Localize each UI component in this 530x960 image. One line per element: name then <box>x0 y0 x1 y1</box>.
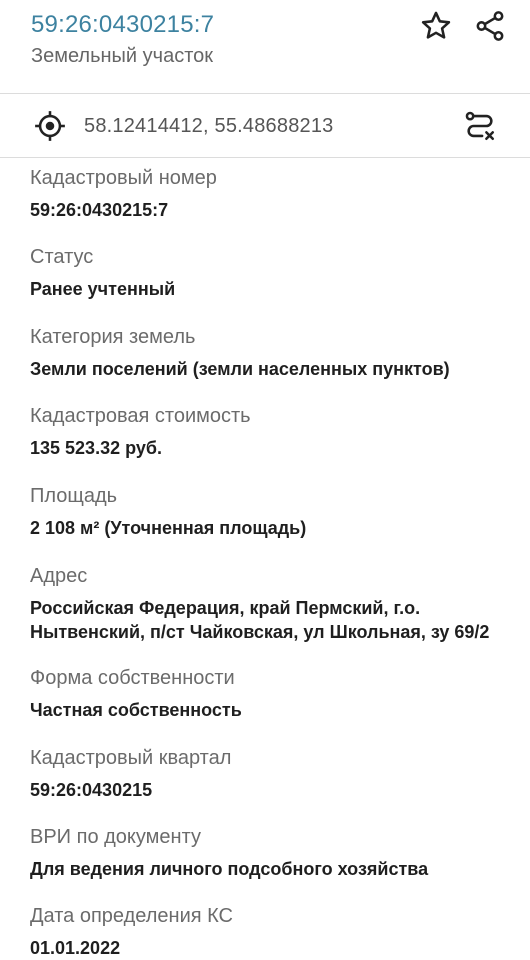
field-address <box>30 563 510 644</box>
field-label: Дата определения КС <box>30 905 233 927</box>
field-permitted-use <box>30 824 510 881</box>
field-value: 135 523.32 руб. <box>30 438 162 458</box>
field-value: 2 108 м² (Уточненная площадь) <box>30 518 307 538</box>
field-value: 01.01.2022 <box>30 938 121 958</box>
coordinates-row <box>0 94 530 157</box>
field-land-category <box>30 324 510 381</box>
field-cadastral-value <box>30 403 510 460</box>
field-value: Ранее учтенный <box>30 279 176 299</box>
divider <box>0 157 530 158</box>
field-valuation-date <box>30 903 510 960</box>
page-subtitle: Земельный участок <box>31 45 214 67</box>
field-label: Форма собственности <box>30 667 235 689</box>
field-label: Кадастровый квартал <box>30 747 232 769</box>
field-status <box>30 244 510 301</box>
field-cadastral-quarter <box>30 745 510 802</box>
header <box>0 0 530 94</box>
field-value: Земли поселений (земли населенных пунктов) <box>30 359 450 379</box>
field-label: Кадастровая стоимость <box>30 405 251 427</box>
field-label: Статус <box>30 246 94 268</box>
field-value: Частная собственность <box>30 700 242 720</box>
share-button[interactable] <box>470 6 510 46</box>
star-outline-icon <box>419 9 453 43</box>
route-button[interactable] <box>460 106 500 146</box>
field-label: Адрес <box>30 565 88 587</box>
coordinates-text[interactable]: 58.12414412, 55.48688213 <box>84 115 334 137</box>
field-label: Площадь <box>30 485 118 507</box>
page-title: 59:26:0430215:7 <box>31 11 215 38</box>
field-cadastral-number <box>30 165 510 222</box>
field-area <box>30 483 510 540</box>
location-button[interactable] <box>30 106 70 146</box>
field-value: 59:26:0430215:7 <box>30 200 169 220</box>
field-value: Для ведения личного подсобного хозяйства <box>30 859 429 879</box>
share-icon <box>473 9 507 43</box>
field-label: ВРИ по документу <box>30 826 201 848</box>
route-icon <box>463 109 497 143</box>
field-label: Кадастровый номер <box>30 167 217 189</box>
field-value: Российская Федерация, край Пермский, г.о. Нытвенский, п/ст Чайковская, ул Школьная, зу 69/2 <box>30 598 490 642</box>
field-value: 59:26:0430215 <box>30 780 153 800</box>
field-ownership <box>30 665 510 722</box>
location-target-icon <box>33 109 67 143</box>
favorite-button[interactable] <box>416 6 456 46</box>
field-label: Категория земель <box>30 326 196 348</box>
